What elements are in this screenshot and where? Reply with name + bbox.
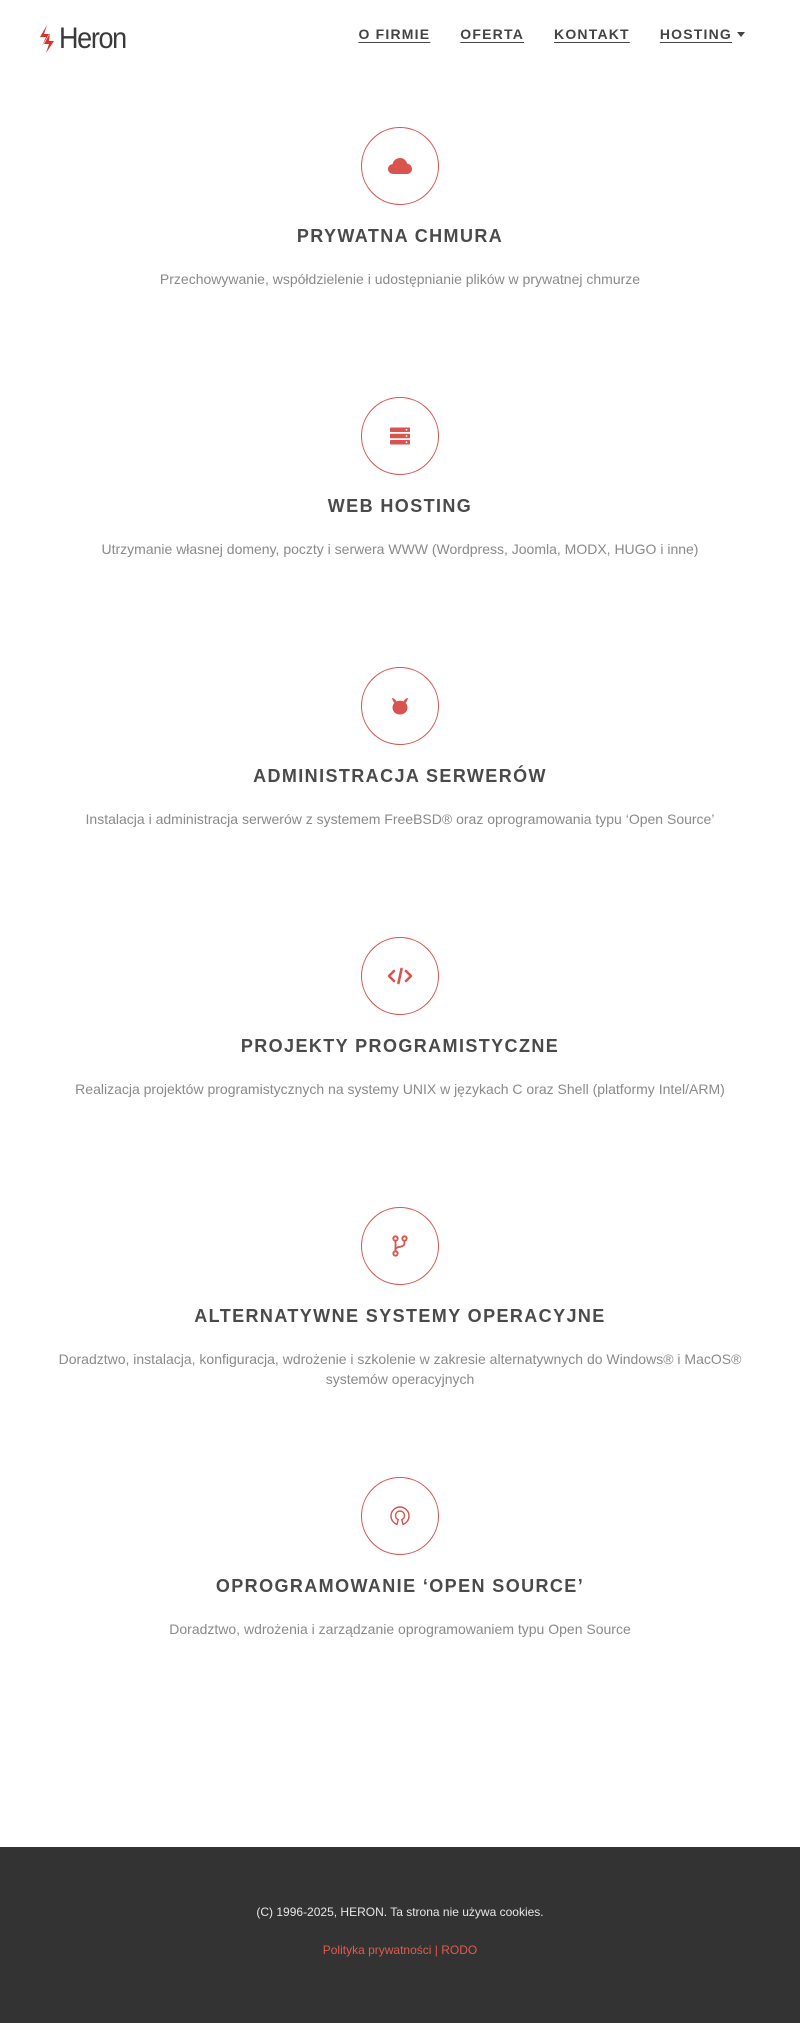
nav-item-kontakt[interactable] [554,26,630,42]
logo-text: Heron [59,22,126,55]
nav-item-hosting-dropdown[interactable] [660,26,745,42]
open-source-icon [389,1505,411,1527]
service-title: ADMINISTRACJA SERWERÓW [253,766,547,786]
service-description: Utrzymanie własnej domeny, poczty i serwera WWW (Wordpress, Joomla, MODX, HUGO i inne) [101,541,699,557]
heron-logo-icon [38,24,56,54]
footer-link-separator: | [431,1943,442,1957]
caret-down-icon [737,32,745,37]
rodo-link[interactable]: RODO [441,1943,478,1957]
service-icon-circle [361,937,439,1015]
service-title: PROJEKTY PROGRAMISTYCZNE [240,1036,560,1056]
nav-item-oferta[interactable] [460,26,524,42]
nav-item-o-firmie[interactable] [358,26,430,42]
header [0,0,800,80]
footer [0,1847,800,2023]
code-fork-icon [391,1235,409,1257]
server-icon [389,427,411,445]
service-icon-circle [361,397,439,475]
service-description: Realizacja projektów programistycznych na systemy UNIX w językach C oraz Shell (platformy Intel/ARM) [75,1081,725,1097]
nav-label: KONTAKT [554,26,630,42]
service-web-hosting [0,397,800,559]
service-title: OPROGRAMOWANIE ‘OPEN SOURCE’ [215,1576,585,1596]
code-icon [387,967,413,985]
service-description: Przechowywanie, współdzielenie i udostępnianie plików w prywatnej chmurze [159,271,641,287]
service-title: PRYWATNA CHMURA [296,226,504,246]
service-icon-circle [361,1207,439,1285]
footer-links [0,1943,800,1957]
cloud-icon [387,157,413,175]
freebsd-icon [390,697,410,715]
service-server-administration [0,667,800,829]
service-title: ALTERNATYWNE SYSTEMY OPERACYJNE [194,1306,606,1326]
service-private-cloud [0,127,800,289]
service-description: Instalacja i administracja serwerów z systemem FreeBSD® oraz oprogramowania typu ‘Open Source’ [85,811,715,827]
service-description: Doradztwo, wdrożenia i zarządzanie oprogramowaniem typu Open Source [169,1621,631,1637]
main-nav [328,26,745,42]
privacy-policy-link[interactable]: Polityka prywatności [322,1943,432,1957]
service-programming-projects [0,937,800,1099]
service-open-source [0,1477,800,1639]
service-icon-circle [361,127,439,205]
service-description: Doradztwo, instalacja, konfiguracja, wdrożenie i szkolenie w zakresie alternatywnych do Windows® i MacOS® systemów operacyjnych [58,1351,742,1387]
service-alternative-os [0,1207,800,1389]
nav-label: HOSTING [659,26,732,42]
footer-copyright: (C) 1996-2025, HERON. Ta strona nie używa cookies. [256,1905,544,1919]
nav-label: O FIRMIE [358,26,431,42]
nav-label: OFERTA [460,26,525,42]
service-icon-circle [361,1477,439,1555]
logo-link[interactable] [38,22,133,56]
service-icon-circle [361,667,439,745]
service-title: WEB HOSTING [327,496,473,516]
